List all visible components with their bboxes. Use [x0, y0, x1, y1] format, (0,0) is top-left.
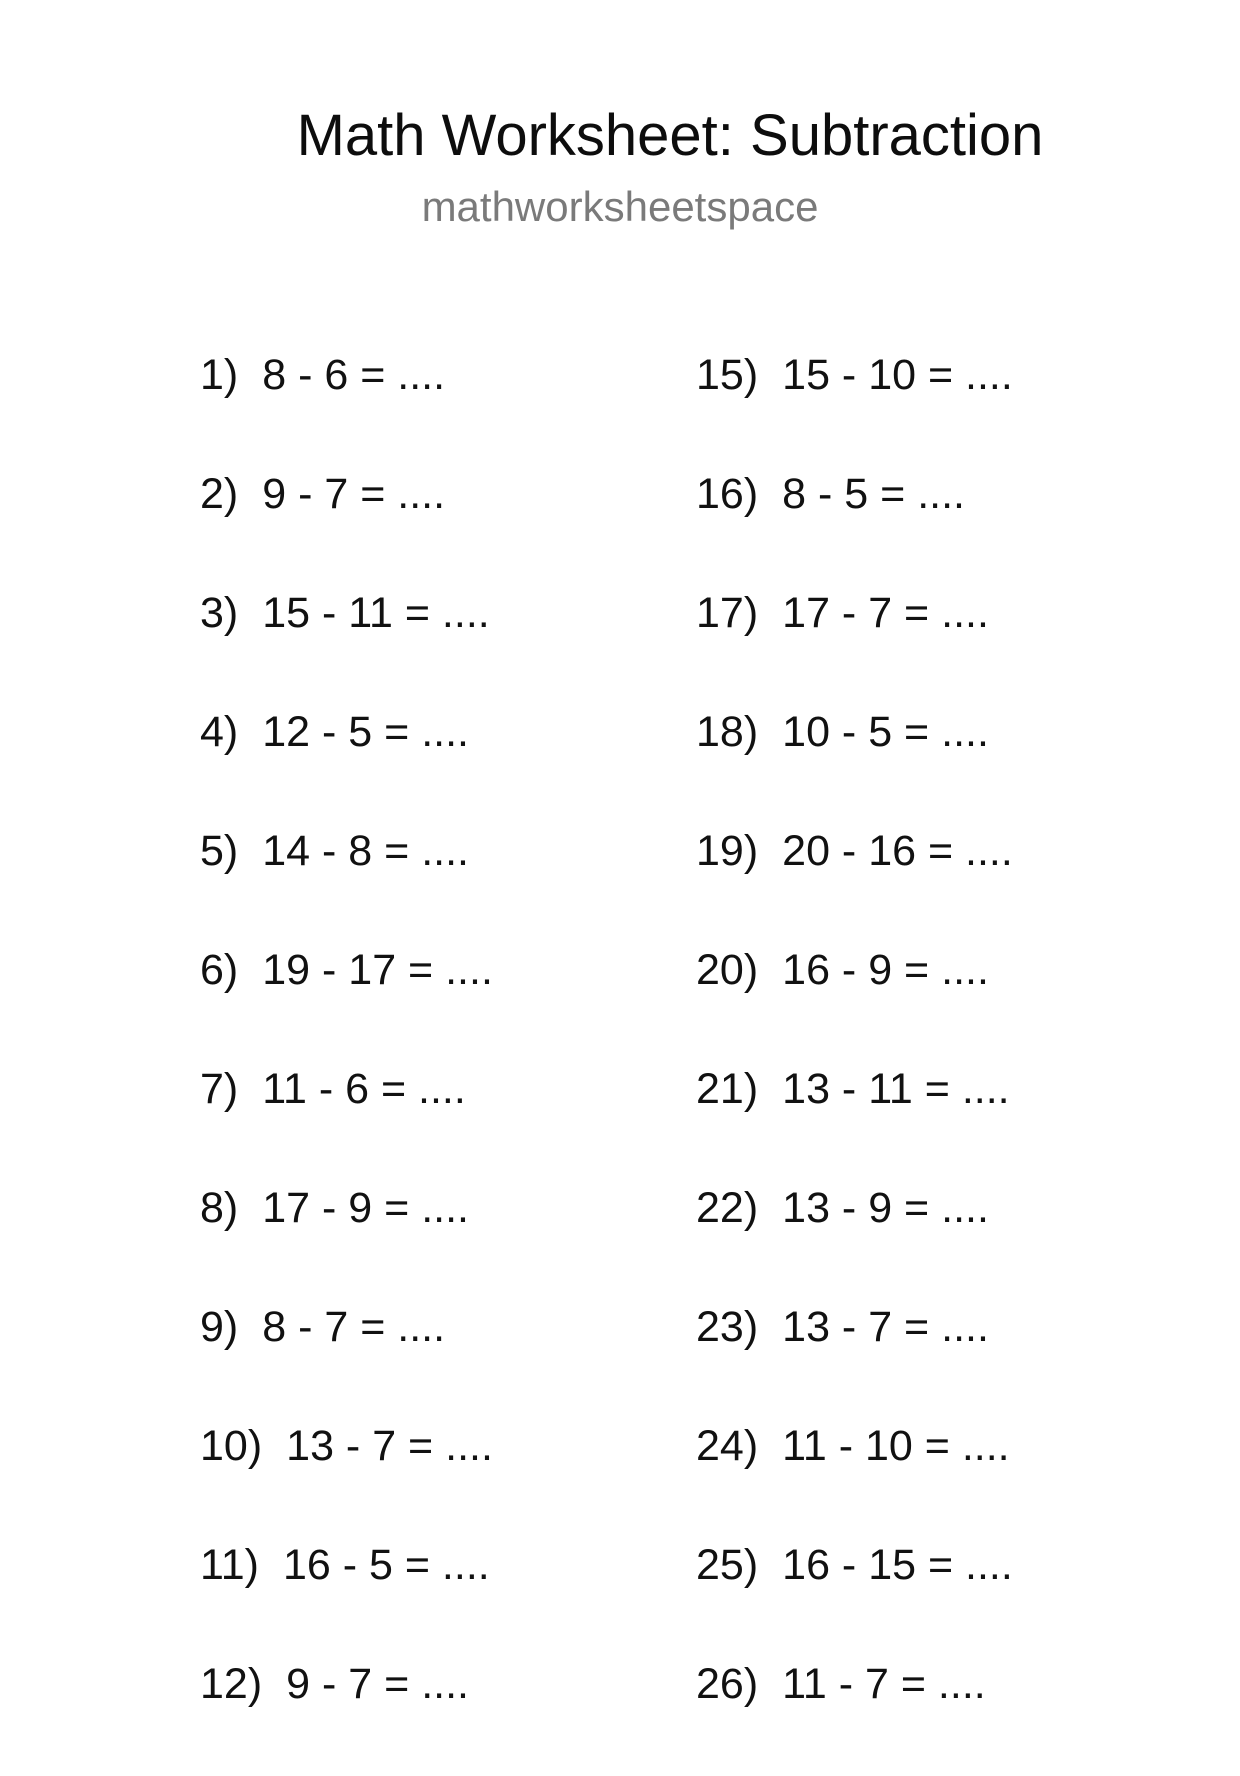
problem-item: [696, 586, 1013, 705]
problem-number: 22): [696, 1184, 759, 1232]
problem-item: [200, 1181, 493, 1300]
problem-item: [200, 586, 493, 705]
problem-expression: 20 - 16 = ....: [782, 827, 1013, 875]
problem-item: [696, 1657, 1013, 1776]
problem-number: 21): [696, 1065, 759, 1113]
page-subtitle: mathworksheetspace: [421, 183, 819, 230]
problem-number: 24): [696, 1422, 759, 1470]
problem-number: 19): [696, 827, 759, 875]
problem-number: 12): [200, 1660, 263, 1708]
problem-item: [696, 824, 1013, 943]
problem-number: 26): [696, 1660, 759, 1708]
problem-number: 8): [200, 1184, 239, 1232]
problem-expression: 13 - 9 = ....: [782, 1184, 989, 1232]
problem-number: 5): [200, 827, 239, 875]
problem-expression: 11 - 10 = ....: [782, 1422, 1010, 1470]
problem-number: 16): [696, 470, 759, 518]
problem-number: 2): [200, 470, 239, 518]
problem-item: [696, 1419, 1013, 1538]
problem-expression: 19 - 17 = ....: [262, 946, 493, 994]
problem-item: [200, 348, 493, 467]
problem-expression: 17 - 7 = ....: [782, 589, 989, 637]
problem-item: [200, 1538, 493, 1657]
problem-expression: 11 - 6 = ....: [262, 1065, 466, 1113]
problem-expression: 10 - 5 = ....: [782, 708, 989, 756]
problem-expression: 15 - 10 = ....: [782, 351, 1013, 399]
problem-item: [696, 943, 1013, 1062]
problem-expression: 9 - 7 = ....: [286, 1660, 469, 1708]
problem-item: [200, 1062, 493, 1181]
problem-number: 1): [200, 351, 239, 399]
problem-item: [200, 943, 493, 1062]
problem-number: 20): [696, 946, 759, 994]
problem-item: [696, 1538, 1013, 1657]
problem-expression: 8 - 5 = ....: [782, 470, 965, 518]
page-title: Math Worksheet: Subtraction: [296, 103, 1044, 168]
problem-item: [696, 1300, 1013, 1419]
problem-expression: 14 - 8 = ....: [262, 827, 469, 875]
problem-expression: 8 - 7 = ....: [262, 1303, 446, 1351]
problem-expression: 13 - 11 = ....: [782, 1065, 1010, 1113]
problem-item: [696, 467, 1013, 586]
problem-number: 18): [696, 708, 759, 756]
problem-list-right: [696, 348, 1013, 1776]
problem-expression: 16 - 9 = ....: [782, 946, 989, 994]
problem-number: 23): [696, 1303, 759, 1351]
problem-item: [200, 1300, 493, 1419]
problem-number: 10): [200, 1422, 263, 1470]
problem-expression: 9 - 7 = ....: [262, 470, 446, 518]
problem-expression: 13 - 7 = ....: [286, 1422, 493, 1470]
problem-number: 15): [696, 351, 759, 399]
problem-expression: 11 - 7 = ....: [782, 1660, 986, 1708]
problem-item: [696, 705, 1013, 824]
problem-number: 9): [200, 1303, 239, 1351]
problem-expression: 15 - 11 = ....: [262, 589, 490, 637]
problem-number: 6): [200, 946, 239, 994]
problem-number: 17): [696, 589, 759, 637]
problem-expression: 8 - 6 = ....: [262, 351, 446, 399]
problem-item: [200, 1419, 493, 1538]
problem-expression: 16 - 15 = ....: [782, 1541, 1013, 1589]
problem-item: [200, 705, 493, 824]
problem-item: [200, 1657, 493, 1776]
problem-item: [200, 824, 493, 943]
problem-item: [696, 1181, 1013, 1300]
problem-number: 4): [200, 708, 239, 756]
problem-number: 11): [200, 1541, 259, 1589]
problem-expression: 12 - 5 = ....: [262, 708, 469, 756]
problem-number: 7): [200, 1065, 239, 1113]
problem-item: [696, 1062, 1013, 1181]
problem-expression: 17 - 9 = ....: [262, 1184, 469, 1232]
problem-expression: 16 - 5 = ....: [282, 1541, 490, 1589]
problem-list-left: [200, 348, 493, 1776]
problem-number: 3): [200, 589, 239, 637]
problem-item: [696, 348, 1013, 467]
problem-item: [200, 467, 493, 586]
problem-expression: 13 - 7 = ....: [782, 1303, 989, 1351]
problem-number: 25): [696, 1541, 759, 1589]
